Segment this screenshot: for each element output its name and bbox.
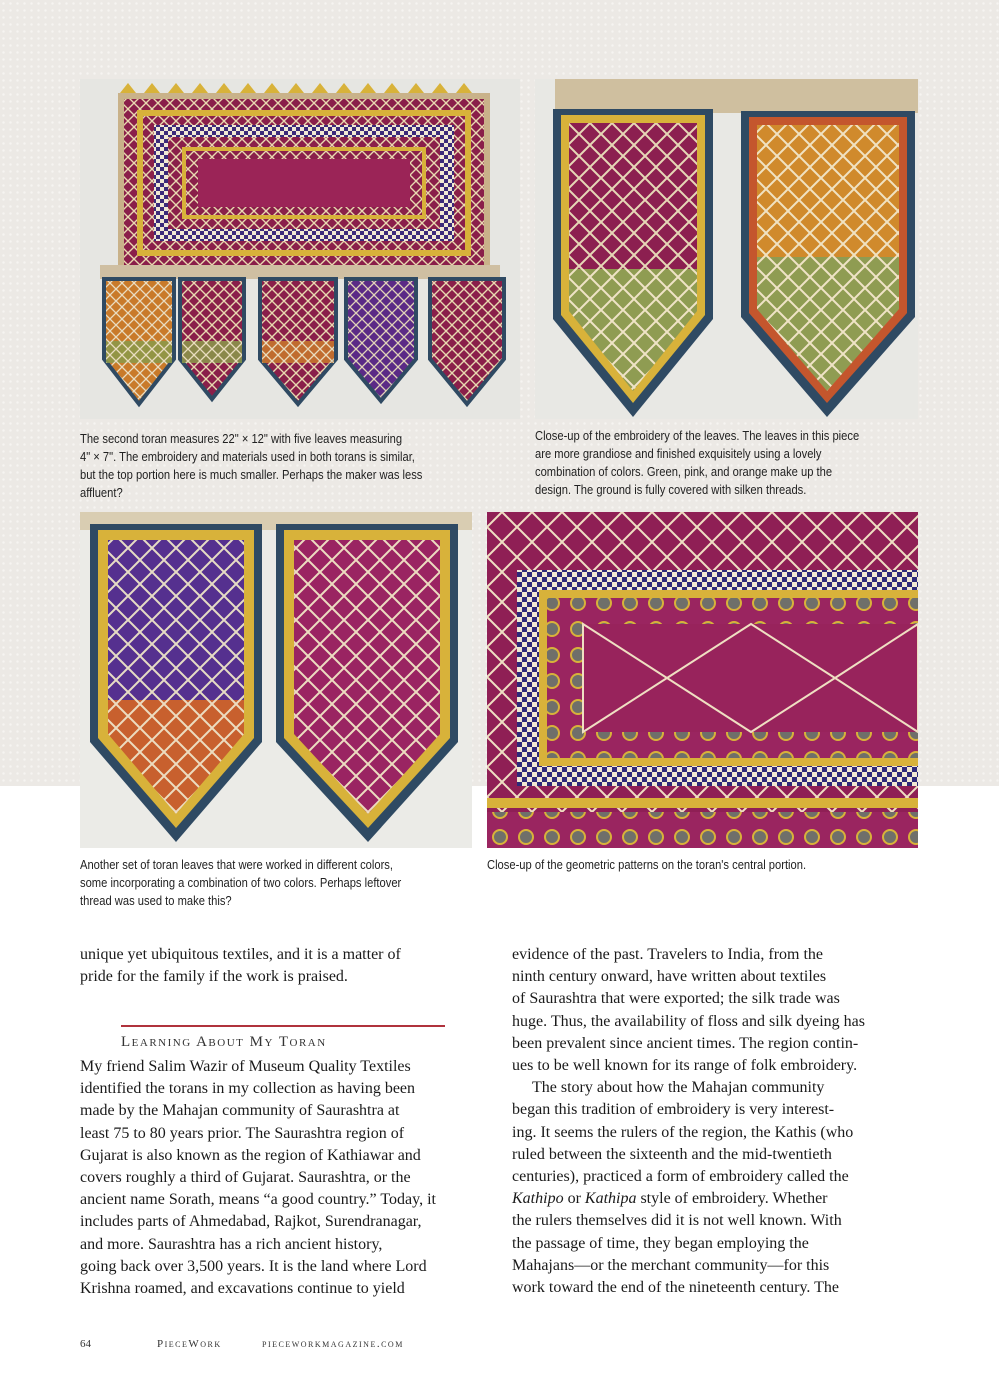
body-line-italic-terms: [512, 1188, 865, 1210]
caption-photo-1: [80, 430, 422, 502]
body-line: least 75 to 80 years prior. The Saurashtra region of: [80, 1124, 405, 1142]
body-line: The story about how the Mahajan community: [532, 1079, 825, 1097]
left-column-body: [80, 1056, 436, 1300]
body-line: huge. Thus, the availability of floss and silk dyeing has: [512, 1012, 865, 1030]
body-line: Krishna roamed, and excavations continue to yield: [80, 1280, 405, 1298]
photo-leaves-different-colors: [80, 512, 472, 848]
photo-geometric-central-portion: [487, 512, 918, 848]
body-line: pride for the family if the work is praised.: [80, 968, 348, 986]
photo-leaves-closeup: [535, 79, 918, 419]
caption-line: Close-up of the geometric patterns on the toran's central portion.: [487, 857, 807, 872]
caption-line: design. The ground is fully covered with silken threads.: [535, 482, 807, 497]
caption-photo-2: [535, 427, 859, 499]
caption-line: 4" × 7". The embroidery and materials used in both torans is similar,: [80, 449, 415, 464]
body-line: and more. Saurashtra has a rich ancient history,: [80, 1235, 383, 1253]
body-line: work toward the end of the nineteenth century. The: [512, 1279, 839, 1297]
caption-line: The second toran measures 22" × 12" with five leaves measuring: [80, 431, 403, 446]
section-rule: [121, 1025, 445, 1027]
body-line: the rulers themselves did it is not well known. With: [512, 1212, 842, 1230]
body-line: ing. It seems the rulers of the region, the Kathis (who: [512, 1123, 854, 1141]
caption-line: affluent?: [80, 485, 123, 500]
caption-line: combination of colors. Green, pink, and orange make up the: [535, 464, 833, 479]
body-line: My friend Salim Wazir of Museum Quality Textiles: [80, 1058, 411, 1075]
body-line: includes parts of Ahmedabad, Rajkot, Surendranagar,: [80, 1213, 422, 1231]
caption-line: Another set of toran leaves that were worked in different colors,: [80, 857, 394, 872]
body-line: unique yet ubiquitous textiles, and it is a matter of: [80, 946, 401, 963]
caption-line: are more grandiose and finished exquisitely using a lovely: [535, 446, 822, 461]
body-line: ancient name Sorath, means “a good country.” Today, it: [80, 1191, 436, 1209]
caption-line: thread was used to make this?: [80, 893, 232, 908]
italic-term-kathipa: Kathipa: [584, 1190, 637, 1208]
body-text-fragment: style of embroidery. Whether: [636, 1190, 828, 1208]
body-line: evidence of the past. Travelers to India, from the: [512, 946, 824, 963]
body-line: ninth century onward, have written about textiles: [512, 968, 827, 986]
body-line: made by the Mahajan community of Saurashtra at: [80, 1102, 400, 1120]
body-line: Gujarat is also known as the region of Kathiawar and: [80, 1146, 421, 1164]
body-line: ruled between the sixteenth and the mid-twentieth: [512, 1145, 832, 1163]
body-line: been prevalent since ancient times. The region contin-: [512, 1034, 859, 1052]
body-line: covers roughly a third of Gujarat. Saurashtra, or the: [80, 1169, 411, 1187]
page-number: 64: [80, 1338, 91, 1350]
magazine-website[interactable]: pieceworkmagazine.com: [262, 1338, 404, 1350]
body-line: began this tradition of embroidery is very interest-: [512, 1101, 835, 1119]
body-line: identified the torans in my collection as having been: [80, 1080, 416, 1098]
caption-photo-4: [487, 856, 806, 874]
body-text-fragment: or: [563, 1190, 585, 1208]
body-line: ues to be well known for its range of folk embroidery.: [512, 1057, 858, 1075]
body-line: centuries), practiced a form of embroidery called the: [512, 1168, 849, 1186]
body-line: Mahajans—or the merchant community—for this: [512, 1256, 830, 1274]
section-heading: Learning About My Toran: [121, 1034, 327, 1050]
caption-line: some incorporating a combination of two colors. Perhaps leftover: [80, 875, 402, 890]
photo-toran-five-leaves: [80, 79, 520, 419]
italic-term-kathipo: Kathipo: [512, 1190, 564, 1208]
right-column-body: [512, 944, 865, 1299]
caption-photo-3: [80, 856, 401, 910]
left-column-lead: [80, 944, 401, 988]
body-line: the passage of time, they began employing the: [512, 1234, 809, 1252]
body-line: going back over 3,500 years. It is the land where Lord: [80, 1257, 427, 1275]
body-line: of Saurashtra that were exported; the silk trade was: [512, 990, 840, 1008]
caption-line: Close-up of the embroidery of the leaves. The leaves in this piece: [535, 428, 860, 443]
magazine-name: PieceWork: [157, 1338, 222, 1350]
caption-line: but the top portion here is much smaller. Perhaps the maker was less: [80, 467, 423, 482]
